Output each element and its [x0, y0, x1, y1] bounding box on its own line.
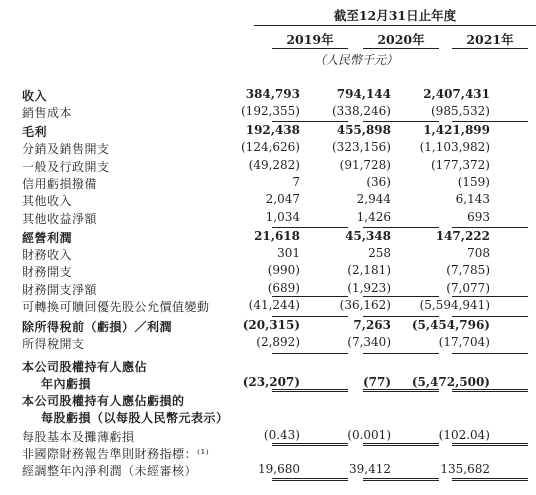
value-2020: (77) — [362, 375, 391, 389]
value-2021: 693 — [467, 210, 490, 224]
value-2019: 301 — [277, 246, 300, 260]
subtotal-rule — [363, 227, 439, 228]
subtotal-rule — [363, 296, 439, 297]
value-2019: (20,315) — [242, 318, 300, 332]
table-row — [0, 445, 536, 462]
row-label: 經調整年內淨利潤（未經審核） — [22, 464, 198, 478]
row-label: 年內虧損 — [41, 377, 92, 391]
period-label: 截至12月31日止年度 — [333, 8, 457, 23]
value-2019: 192,438 — [245, 123, 300, 137]
value-2021: (7,785) — [446, 263, 490, 277]
subtotal-rule — [452, 121, 528, 122]
subtotal-rule — [272, 353, 348, 354]
table-row — [0, 298, 536, 315]
value-2021: 1,421,899 — [423, 123, 490, 137]
table-row — [0, 335, 536, 352]
table-row — [0, 175, 536, 192]
value-2021: 708 — [467, 246, 490, 260]
table-row — [0, 104, 536, 121]
value-2019: (689) — [267, 281, 300, 295]
year-2020: 2020年 — [377, 32, 425, 47]
value-2019: 7 — [292, 175, 300, 189]
value-2019: (2,892) — [256, 335, 300, 349]
value-2021: 6,143 — [455, 192, 490, 206]
value-2020: 39,412 — [349, 462, 391, 476]
double-underline — [363, 478, 439, 481]
row-label: 除所得稅前（虧損）／利潤 — [22, 320, 173, 334]
row-label: 財務收入 — [22, 248, 73, 262]
row-label: 銷售成本 — [22, 106, 73, 120]
value-2021: (985,532) — [431, 104, 490, 118]
table-row — [0, 318, 536, 335]
row-label: 收入 — [22, 89, 48, 103]
value-2020: 7,263 — [353, 318, 391, 332]
row-label: 非國際財務報告準則財務指標：⁽¹⁾ — [22, 447, 210, 461]
value-2019: (23,207) — [242, 375, 300, 389]
subtotal-rule — [363, 121, 439, 122]
row-label: 信用虧損撥備 — [22, 177, 98, 191]
row-label: 每股虧損（以每股人民幣元表示） — [41, 411, 229, 425]
value-2021: (177,372) — [431, 158, 490, 172]
table-row — [0, 246, 536, 263]
value-2020: 455,898 — [336, 123, 391, 137]
value-2021: 135,682 — [440, 462, 490, 476]
table-row — [0, 358, 536, 375]
row-label: 財務開支淨額 — [22, 283, 98, 297]
double-underline — [363, 389, 439, 392]
value-2019: (0.43) — [263, 428, 300, 442]
subtotal-rule — [272, 227, 348, 228]
table-row — [0, 229, 536, 246]
row-label: 一般及行政開支 — [22, 160, 110, 174]
value-2020: 2,944 — [356, 192, 391, 206]
unit-label: （人民幣千元） — [313, 53, 398, 67]
row-label: 財務開支 — [22, 265, 73, 279]
subtotal-rule — [272, 121, 348, 122]
row-label: 每股基本及攤薄虧損 — [22, 430, 135, 444]
year-2019: 2019年 — [286, 32, 334, 47]
row-label: 經營利潤 — [22, 231, 73, 245]
value-2020: (36,162) — [339, 298, 391, 312]
value-2019: 19,680 — [258, 462, 300, 476]
value-2021: (1,103,982) — [419, 140, 490, 154]
subtotal-rule — [452, 316, 528, 317]
value-2021: (17,704) — [438, 335, 490, 349]
subtotal-rule — [363, 353, 439, 354]
subtotal-rule — [272, 316, 348, 317]
value-2019: (41,244) — [248, 298, 300, 312]
value-2021: 147,222 — [435, 229, 490, 243]
value-2019: 1,034 — [265, 210, 300, 224]
row-label: 其他收入 — [22, 194, 73, 208]
value-2019: 2,047 — [265, 192, 300, 206]
value-2020: 45,348 — [345, 229, 391, 243]
subtotal-rule — [363, 316, 439, 317]
value-2021: (5,454,796) — [411, 318, 490, 332]
row-label: 本公司股權持有人應佔虧損的 — [22, 394, 185, 408]
value-2020: 258 — [368, 246, 391, 260]
double-underline — [272, 389, 348, 392]
value-2020: (1,923) — [347, 281, 391, 295]
value-2021: (159) — [457, 175, 490, 189]
value-2020: (0.001) — [347, 428, 391, 442]
table-row — [0, 409, 536, 426]
row-label: 毛利 — [22, 125, 48, 139]
row-label: 分銷及銷售開支 — [22, 142, 110, 156]
value-2020: (36) — [366, 175, 391, 189]
table-row — [0, 123, 536, 140]
double-underline — [452, 443, 528, 446]
double-underline — [452, 478, 528, 481]
value-2020: (91,728) — [339, 158, 391, 172]
value-2021: (5,472,500) — [411, 375, 490, 389]
double-underline — [452, 389, 528, 392]
value-2020: (323,156) — [332, 140, 391, 154]
value-2021: (7,077) — [446, 281, 490, 295]
double-underline — [272, 478, 348, 481]
table-row — [0, 462, 536, 479]
value-2021: (102.04) — [438, 428, 490, 442]
value-2020: 1,426 — [356, 210, 391, 224]
value-2020: (7,340) — [347, 335, 391, 349]
value-2019: (990) — [267, 263, 300, 277]
value-2020: 794,144 — [336, 87, 391, 101]
table-row — [0, 392, 536, 409]
double-underline — [363, 443, 439, 446]
table-row — [0, 158, 536, 175]
subtotal-rule — [272, 296, 348, 297]
year-2021: 2021年 — [466, 32, 514, 47]
value-2020: (338,246) — [332, 104, 391, 118]
value-2021: (5,594,941) — [419, 298, 490, 312]
value-2019: 384,793 — [245, 87, 300, 101]
row-label: 可轉換可贖回優先股公允價值變動 — [22, 300, 210, 314]
table-row — [0, 263, 536, 280]
value-2019: 21,618 — [254, 229, 300, 243]
subtotal-rule — [452, 353, 528, 354]
table-row — [0, 140, 536, 157]
subtotal-rule — [452, 227, 528, 228]
value-2020: (2,181) — [347, 263, 391, 277]
value-2019: (49,282) — [248, 158, 300, 172]
row-label: 所得稅開支 — [22, 337, 85, 351]
table-row — [0, 87, 536, 104]
row-label: 本公司股權持有人應佔 — [22, 360, 148, 374]
subtotal-rule — [452, 296, 528, 297]
table-row — [0, 192, 536, 209]
value-2019: (192,355) — [241, 104, 300, 118]
row-label: 其他收益淨額 — [22, 212, 98, 226]
value-2019: (124,626) — [241, 140, 300, 154]
double-underline — [272, 443, 348, 446]
value-2021: 2,407,431 — [423, 87, 490, 101]
table-row — [0, 210, 536, 227]
